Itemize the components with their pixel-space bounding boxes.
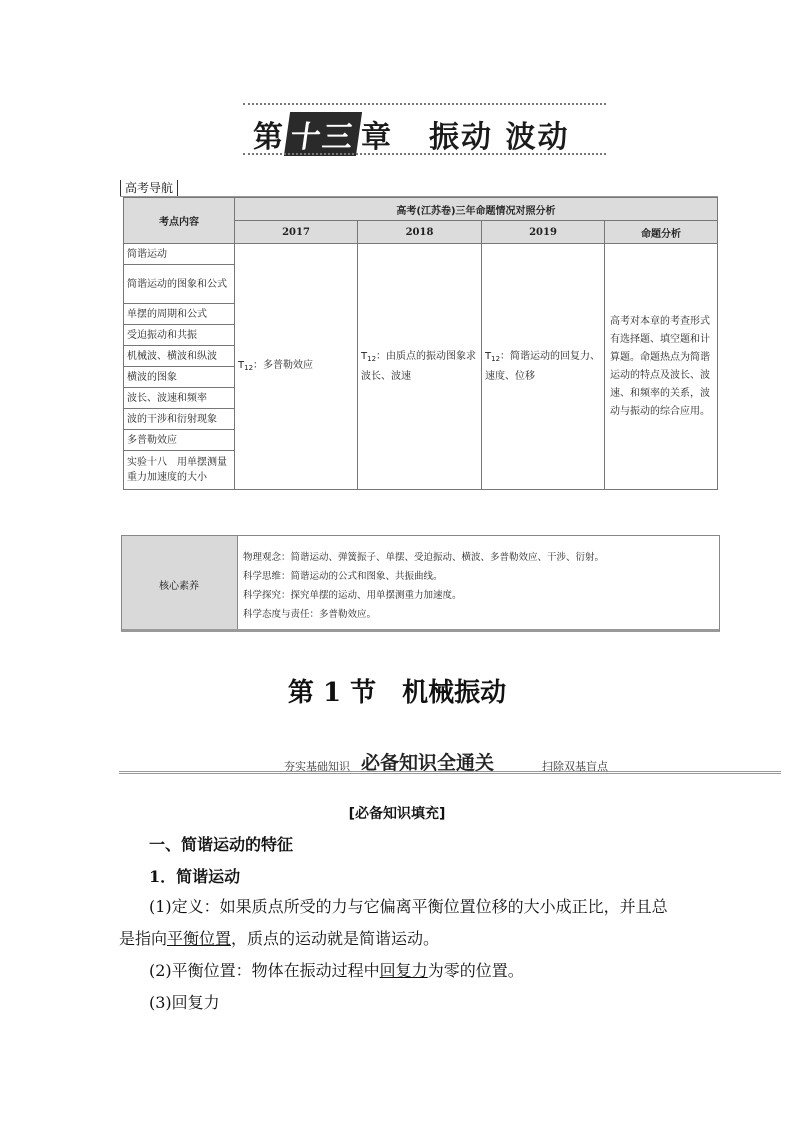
band-rule: [119, 771, 781, 774]
core-literacy-box: [121, 535, 720, 632]
core-line: 科学思维：简谐运动的公式和图象、共振曲线。: [243, 571, 443, 582]
core-line: 物理观念：简谐运动、弹簧振子、单摆、受迫振动、横波、多普勒效应、干涉、衍射。: [243, 552, 605, 563]
heading-1: 一、简谐运动的特征: [149, 835, 294, 854]
year-header: 2017: [235, 221, 358, 244]
guide-table-wrap: [120, 197, 718, 516]
paragraph-2: (2)平衡位置：物体在振动过程中回复力为零的位置。: [149, 961, 524, 980]
col-analysis-header: 命题分析: [605, 221, 718, 244]
core-lines: [243, 548, 604, 624]
topic-cell: 横波的图象: [124, 367, 235, 388]
chapter-prefix: 第: [253, 120, 285, 155]
cell-2017: $T_{12}$：多普勒效应: [235, 244, 358, 490]
cell-2019: $T_{12}$：简谐运动的回复力、速度、位移: [482, 244, 605, 490]
chapter-number: 十三: [284, 112, 362, 156]
band-right-text: 扫除双基盲点: [542, 760, 608, 773]
topic-cell: 机械波、横波和纵波: [124, 346, 235, 367]
section-title: 第 1 节 机械振动: [287, 678, 507, 708]
guide-table: [123, 197, 718, 490]
band-center-text: 必备知识全通关: [361, 752, 495, 774]
topic-cell: 受迫振动和共振: [124, 325, 235, 346]
topic-cell: 简谐运动的图象和公式: [124, 265, 235, 304]
cell-2018: $T_{12}$：由质点的振动图象求波长、波速: [358, 244, 482, 490]
underlined-term: 回复力: [379, 961, 428, 980]
topic-cell: 简谐运动: [124, 244, 235, 265]
topic-cell: 多普勒效应: [124, 430, 235, 451]
topic-cell: 波长、波速和频率: [124, 388, 235, 409]
chapter-suffix: 章: [361, 120, 393, 155]
underlined-term: 平衡位置: [167, 929, 232, 948]
paragraph-1b: 是指向平衡位置，质点的运动就是简谐运动。: [119, 929, 440, 948]
year-header: 2019: [482, 221, 605, 244]
year-header: 2018: [358, 221, 482, 244]
guide-label: 高考导航: [120, 180, 178, 196]
col-topic-header: 考点内容: [124, 198, 235, 244]
heading-2: 1．简谐运动: [149, 867, 241, 886]
topic-cell: 波的干涉和衍射现象: [124, 409, 235, 430]
cell-analysis: 高考对本章的考查形式有选择题、填空题和计算题。命题热点为简谐运动的特点及波长、波速、和频率的关系，波动与振动的综合应用。: [605, 244, 718, 490]
chapter-title: 振动 波动: [429, 120, 570, 155]
banner-bottom-rule: [243, 153, 606, 155]
topic-cell: 实验十八 用单摆测量重力加速度的大小: [124, 451, 235, 490]
core-line: 科学态度与责任：多普勒效应。: [243, 609, 377, 620]
core-line: 科学探究：探究单摆的运动、用单摆测重力加速度。: [243, 590, 462, 601]
col-group-header: 高考(江苏卷)三年命题情况对照分析: [235, 198, 718, 221]
band-left-text: 夯实基础知识: [284, 760, 350, 773]
topic-cell: 单摆的周期和公式: [124, 304, 235, 325]
core-label: 核心素养: [159, 581, 199, 592]
section-band: [119, 748, 781, 778]
chapter-banner: [243, 103, 606, 155]
fill-heading: [必备知识填充]: [348, 806, 446, 822]
chapter-heading: [253, 112, 569, 156]
paragraph-3: (3)回复力: [149, 993, 220, 1012]
paragraph-1a: (1)定义：如果质点所受的力与它偏离平衡位置位移的大小成正比，并且总: [149, 897, 668, 916]
banner-top-rule: [243, 103, 606, 105]
